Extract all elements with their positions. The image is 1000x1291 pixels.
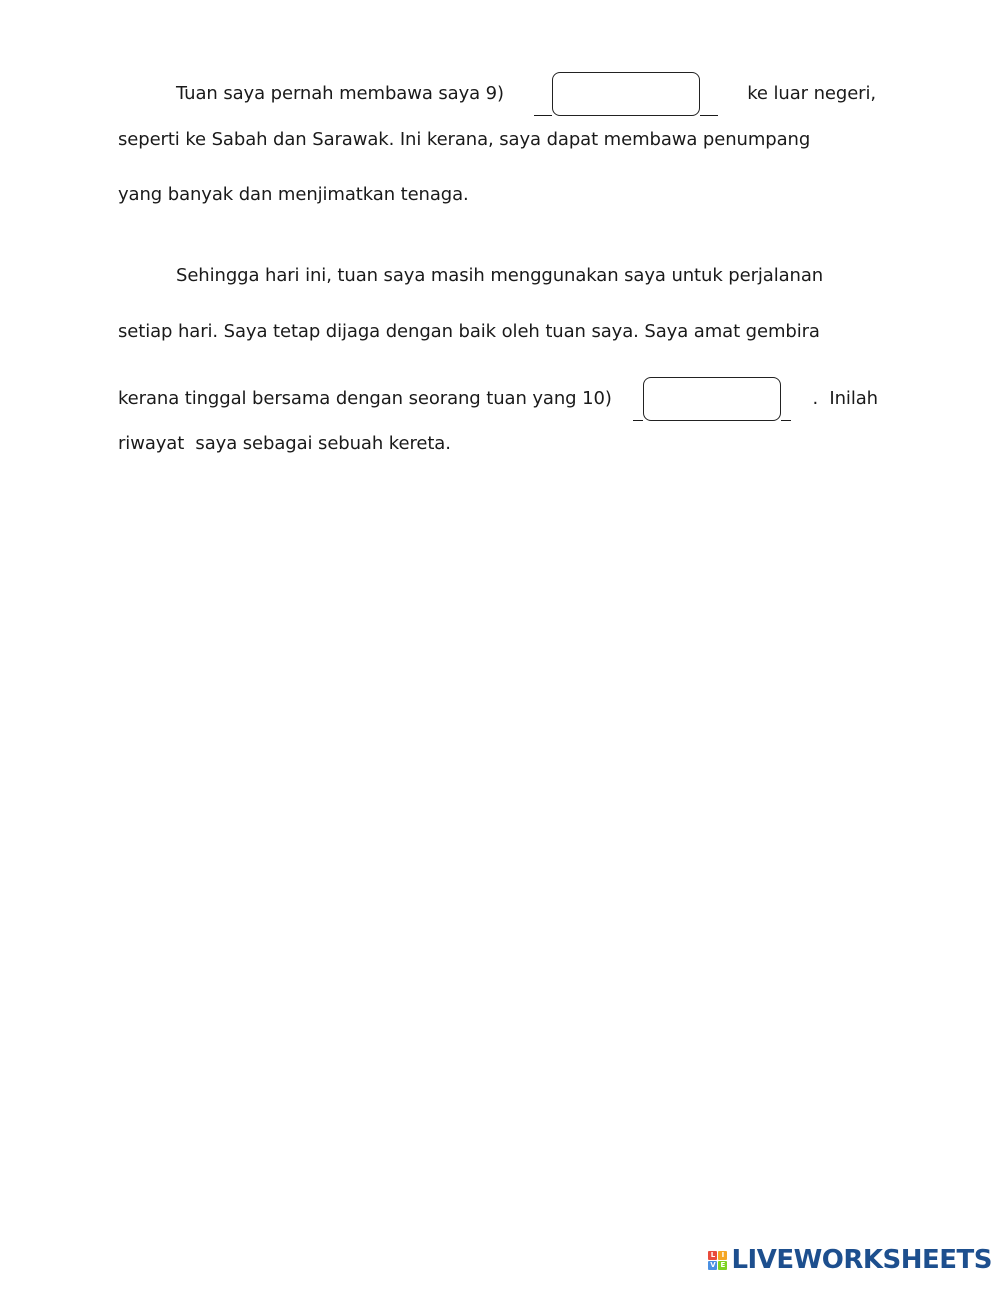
paragraph2-line3 <box>118 377 878 421</box>
logo-cell-e: E <box>718 1261 727 1270</box>
paragraph1-line3: yang banyak dan menjimatkan tenaga. <box>118 184 469 205</box>
logo-cell-i: I <box>718 1251 727 1260</box>
paragraph1-line1-after: ke luar negeri, <box>747 83 876 104</box>
paragraph2-line4: riwayat saya sebagai sebuah kereta. <box>118 433 451 454</box>
blank-9-wrapper <box>534 72 718 116</box>
blank-10-underscore-right <box>781 397 791 421</box>
logo-cell-v: V <box>710 1260 716 1269</box>
paragraph1-line1-before: Tuan saya pernah membawa saya 9) <box>176 83 504 104</box>
answer-input-9[interactable] <box>552 72 700 116</box>
blank-10-wrapper <box>633 377 791 421</box>
answer-input-10[interactable] <box>643 377 781 421</box>
blank-9-underscore-left <box>534 92 552 116</box>
liveworksheets-logo-icon <box>708 1251 727 1270</box>
paragraph1-line2: seperti ke Sabah dan Sarawak. Ini kerana, saya dapat membawa penumpang <box>118 129 811 150</box>
blank-9-underscore-right <box>700 92 718 116</box>
paragraph2-line3-before: kerana tinggal bersama dengan seorang tuan yang 10) <box>118 388 612 409</box>
blank-10-underscore-left <box>633 397 643 421</box>
liveworksheets-logo-text: LIVEWORKSHEETS <box>731 1245 992 1275</box>
paragraph2-line1: Sehingga hari ini, tuan saya masih menggunakan saya untuk perjalanan <box>176 265 824 286</box>
logo-cell-l: L <box>708 1251 717 1260</box>
paragraph2-line3-after: . Inilah <box>812 388 878 409</box>
paragraph2-line2: setiap hari. Saya tetap dijaga dengan baik oleh tuan saya. Saya amat gembira <box>118 321 820 342</box>
paragraph1-line1 <box>176 72 876 116</box>
liveworksheets-logo <box>708 1245 992 1275</box>
